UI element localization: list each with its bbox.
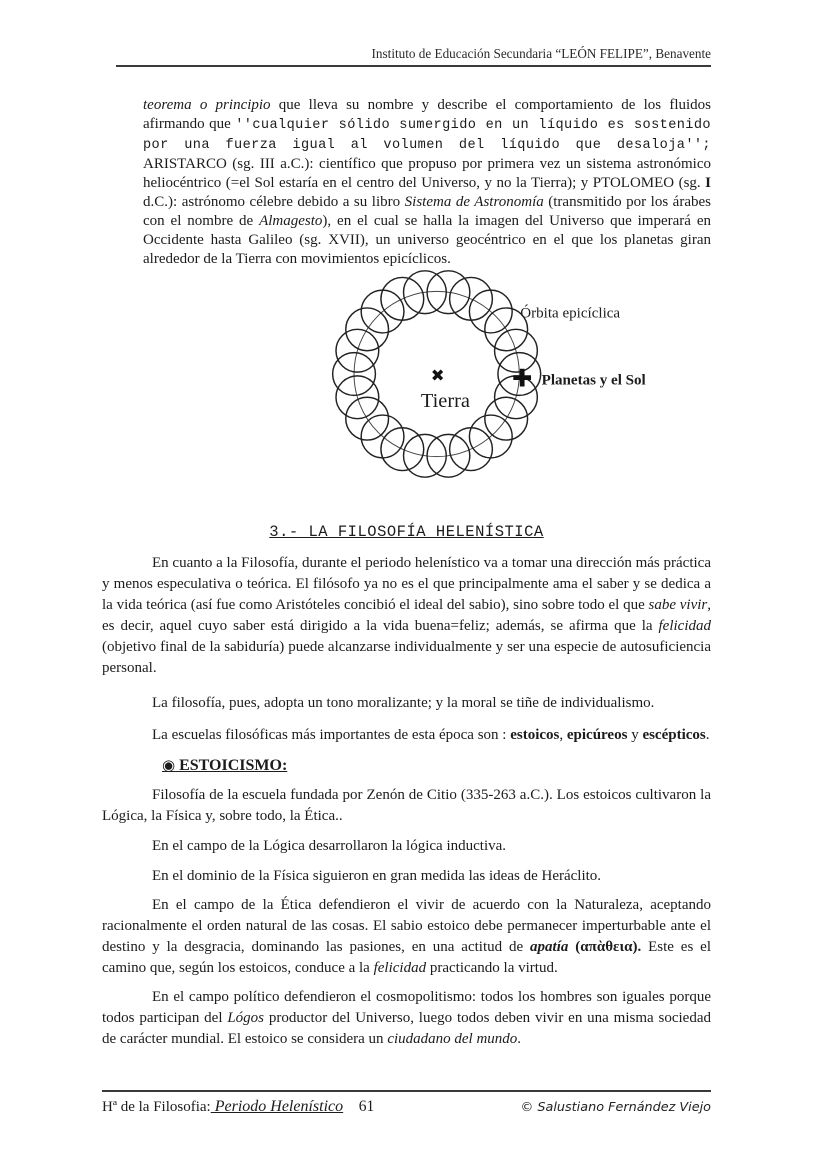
text-segment: y <box>627 727 643 743</box>
intro-paragraph <box>143 96 711 269</box>
earth-label: Tierra <box>420 390 470 413</box>
paragraph-stoicism-3 <box>102 866 711 887</box>
paragraph-helenistic-2 <box>102 693 711 714</box>
footer-copyright: © Salustiano Fernández Viejo <box>520 1100 711 1115</box>
text-segment: sabe vivir <box>648 597 708 613</box>
text-segment: escépticos <box>642 727 706 743</box>
paragraph-helenistic-1 <box>102 553 711 679</box>
epicycle-figure <box>102 269 711 479</box>
text-segment: ''cualquier sólido sumergido en un líquido es sostenido por una fuerza igual al volumen del líquido que desaloja''; <box>143 118 711 153</box>
epicycle-diagram <box>320 269 670 479</box>
footer <box>102 1090 711 1116</box>
text-segment: productor del Universo, luego todos deben vivir en una misma sociedad de carácter mundial. El estoico se considera un <box>102 1010 711 1047</box>
text-segment: Almagesto <box>259 213 323 229</box>
text-segment: ARISTARCO (sg. III a.C.): científico que propuso por primera vez un sistema astronómico heliocéntrico (=el Sol estaría en el centro del Universo, y no la Tierra); y PTOLOMEO (sg. <box>143 156 711 191</box>
text-segment: La escuelas filosóficas más importantes de esta época son : <box>152 727 511 743</box>
text-segment: felicidad <box>658 618 711 634</box>
text-segment: practicando la virtud. <box>426 960 558 976</box>
footer-page-number: 61 <box>358 1098 375 1115</box>
text-segment: En el campo de la Lógica desarrollaron la lógica inductiva. <box>152 838 507 854</box>
header-rule <box>116 65 711 67</box>
text-segment: , <box>559 727 567 743</box>
earth-marker-icon: ✖ <box>430 365 445 385</box>
text-segment: apatía <box>530 939 569 955</box>
bullseye-icon: ◉ <box>162 756 176 774</box>
text-segment: En el campo de la Ética defendieron el vivir de acuerdo con la Naturaleza, aceptando racionalmente el orden natural de las cosas. El sabio estoico debe permanecer imperturbable ante el destino y la desgracia, dominando las pasiones, en una actitud de <box>102 897 711 955</box>
text-segment: I <box>705 175 711 191</box>
paragraph-stoicism-2 <box>102 836 711 857</box>
text-segment: Lógos <box>227 1010 265 1026</box>
text-segment: En el campo político defendieron el cosmopolitismo: todos los hombres son iguales porque todos participan del <box>102 989 711 1026</box>
text-segment: . <box>705 727 710 743</box>
planets-label: Planetas y el Sol <box>541 372 646 389</box>
text-segment: Sistema de Astronomía <box>404 194 544 210</box>
text-segment: felicidad <box>373 960 427 976</box>
text-segment: ciudadano del mundo <box>387 1031 518 1047</box>
planet-marker-icon: ✚ <box>512 363 533 393</box>
text-segment: estoicos <box>510 727 560 743</box>
text-segment: La filosofía, pues, adopta un tono moralizante; y la moral se tiñe de individualismo. <box>152 695 655 711</box>
text-segment: d.C.): astrónomo célebre debido a su libro <box>143 194 405 210</box>
text-segment: En cuanto a la Filosofía, durante el periodo helenístico va a tomar una dirección más práctica y menos especulativa o teórica. El filósofo ya no es el que principalmente ama el saber y se dedica a la vida teórica (así fue como Aristóteles concibió el ideal del sabio), sino sobre todo el que <box>102 555 711 613</box>
orbit-label: Órbita epicíclica <box>520 305 621 322</box>
text-segment: epicúreos <box>566 727 628 743</box>
footer-course <box>102 1098 399 1116</box>
paragraph-stoicism-1 <box>102 785 711 827</box>
section-title-helenistic: 3.- LA FILOSOFÍA HELENÍSTICA <box>269 523 544 541</box>
text-segment: Filosofía de la escuela fundada por Zenón de Citio (335-263 a.C.). Los estoicos cultivaron la Lógica, la Física y, sobre todo, la Ética.. <box>102 787 711 824</box>
text-segment: (transmitido por los árabes con el nombre de <box>143 194 711 229</box>
footer-topic: Periodo Helenístico <box>210 1098 344 1115</box>
paragraph-stoicism-5 <box>102 987 711 1050</box>
text-segment: teorema o principio <box>143 97 271 113</box>
text-segment: En el dominio de la Física siguieron en gran medida las ideas de Heráclito. <box>152 868 602 884</box>
text-segment: , es decir, aquel cuyo saber está dirigido a la vida buena=feliz; además, se afirma que la <box>102 597 711 634</box>
text-segment: . <box>517 1031 522 1047</box>
stoicism-title-text: ESTOICISMO: <box>175 757 288 774</box>
text-segment: (απὰθεια). <box>575 939 642 955</box>
section-title-stoicism <box>162 756 711 775</box>
text-segment: (objetivo final de la sabiduría) puede alcanzarse individualmente y ser una especie de autosuficiencia personal. <box>102 639 711 676</box>
text-segment: Este es el camino que, según los estoicos, conduce a la <box>102 939 712 976</box>
paragraph-helenistic-3 <box>102 725 711 746</box>
footer-course-label: Hª de la Filosofia: <box>102 1099 211 1115</box>
paragraph-stoicism-4 <box>102 895 711 979</box>
text-segment: que lleva su nombre y describe el comportamiento de los fluidos afirmando que <box>143 97 712 132</box>
header-institution: Instituto de Educación Secundaria “LEÓN FELIPE”, Benavente <box>371 46 711 61</box>
text-segment: ), en el cual se halla la imagen del Universo que imperará en Occidente hasta Galileo (sg. XVII), un universo geocéntrico en el que los planetas giran alrededor de la Tierra con movimientos epicíclicos. <box>143 213 711 267</box>
